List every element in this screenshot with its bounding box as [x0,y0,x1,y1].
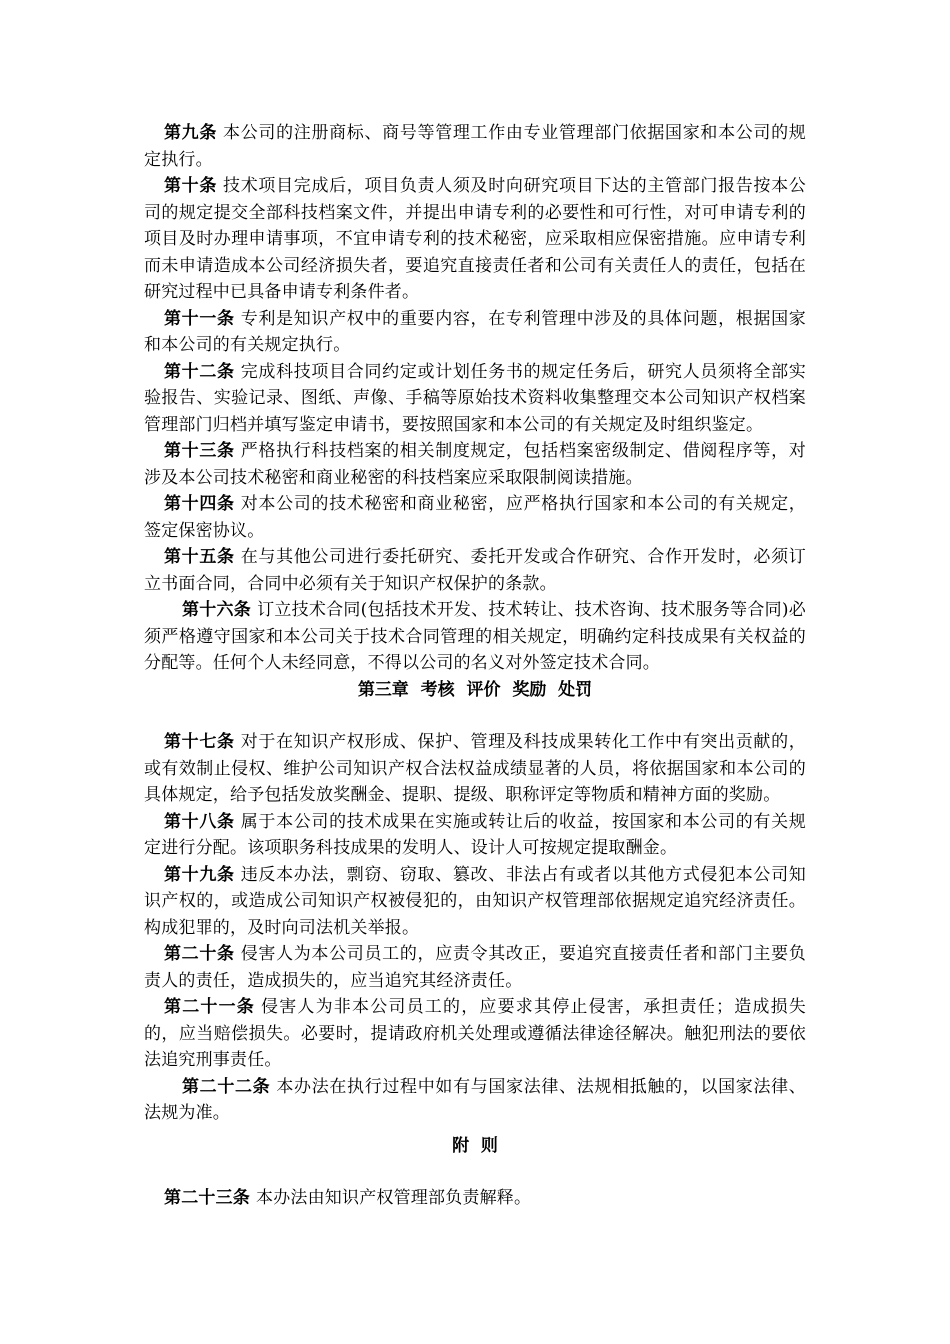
article-text: 在与其他公司进行委托研究、委托开发或合作研究、合作开发时，必须订立书面合同，合同中必须有关于知识产权保护的条款。 [144,547,806,594]
article-20 [144,941,806,994]
article-number: 第二十一条 [164,997,255,1017]
article-number: 第十九条 [164,864,235,885]
article-text: 严格执行科技档案的相关制度规定，包括档案密级制定、借阅程序等，对涉及本公司技术秘密和商业秘密的科技档案应采取限制阅读措施。 [144,441,806,488]
article-text: 订立技术合同(包括技术开发、技术转让、技术咨询、技术服务等合同)必须严格遵守国家和本公司关于技术合同管理的相关规定，明确约定科技成果有关权益的分配等。任何个人未经同意，不得以公司的名义对外签定技术合同。 [144,600,806,673]
article-number: 第十七条 [164,732,235,752]
article-12 [144,359,806,439]
article-number: 第十八条 [164,811,235,832]
document-page [144,120,806,1212]
article-19 [144,862,806,942]
article-10 [144,173,806,306]
chapter-3-heading: 第三章 考核 评价 奖励 处罚 [357,679,593,700]
article-text: 侵害人为非本公司员工的，应要求其停止侵害，承担责任；造成损失的，应当赔偿损失。必要时，提请政府机关处理或遵循法律途径解决。触犯刑法的要依法追究刑事责任。 [144,997,806,1070]
article-number: 第二十三条 [164,1188,250,1208]
article-number: 第十一条 [164,308,235,329]
article-14 [144,491,806,544]
article-number: 第十条 [164,176,218,196]
article-text: 本公司的注册商标、商号等管理工作由专业管理部门依据国家和本公司的规定执行。 [144,123,806,170]
article-number: 第十六条 [182,600,252,620]
article-text: 专利是知识产权中的重要内容，在专利管理中涉及的具体问题，根据国家和本公司的有关规定执行。 [144,308,806,355]
article-number: 第二十二条 [182,1076,271,1097]
article-13 [144,438,806,491]
article-number: 第九条 [164,123,218,143]
article-9 [144,120,806,173]
article-15 [144,544,806,597]
article-text: 本办法在执行过程中如有与国家法律、法规相抵触的，以国家法律、法规为准。 [144,1076,807,1123]
article-text: 对于在知识产权形成、保护、管理及科技成果转化工作中有突出贡献的，或有效制止侵权、维护公司知识产权合法权益成绩显著的人员，将依据国家和本公司的具体规定，给予包括发放奖酬金、提职、提级、职称评定等物质和精神方面的奖励。 [144,732,806,805]
article-text: 属于本公司的技术成果在实施或转让后的收益，按国家和本公司的有关规定进行分配。该项职务科技成果的发明人、设计人可按规定提取酬金。 [144,811,806,858]
article-22 [144,1074,806,1127]
article-text: 完成科技项目合同约定或计划任务书的规定任务后，研究人员须将全部实验报告、实验记录、图纸、声像、手稿等原始技术资料收集整理交本公司知识产权档案管理部门归档并填写鉴定申请书，要按照国家和本公司的有关规定及时组织鉴定。 [144,361,806,435]
article-23 [144,1185,806,1212]
article-text: 侵害人为本公司员工的，应责令其改正，要追究直接责任者和部门主要负责人的责任，造成损失的，应当追究其经济责任。 [144,944,806,991]
article-text: 对本公司的技术秘密和商业秘密，应严格执行国家和本公司的有关规定，签定保密协议。 [144,494,806,541]
article-number: 第十四条 [164,494,235,514]
article-text: 技术项目完成后，项目负责人须及时向研究项目下达的主管部门报告按本公司的规定提交全部科技档案文件，并提出申请专利的必要性和可行性，对可申请专利的项目及时办理申请事项，不宜申请专利的技术秘密，应采取相应保密措施。应申请专利而未申请造成本公司经济损失者，要追究直接责任者和公司有关责任人的责任，包括在研究过程中已具备申请专利条件者。 [144,176,806,302]
article-number: 第十五条 [164,547,235,567]
article-11 [144,306,806,359]
article-16 [144,597,806,677]
article-number: 第二十条 [164,944,235,964]
article-21 [144,994,806,1074]
article-text: 违反本办法，剽窃、窃取、篡改、非法占有或者以其他方式侵犯本公司知识产权的，或造成公司知识产权被侵犯的，由知识产权管理部依据规定追究经济责任。构成犯罪的，及时向司法机关举报。 [144,864,806,938]
article-text: 本办法由知识产权管理部负责解释。 [256,1188,532,1208]
appendix-heading: 附 则 [452,1135,498,1156]
article-number: 第十二条 [164,361,235,382]
article-number: 第十三条 [164,441,235,461]
article-18 [144,809,806,862]
article-17 [144,729,806,809]
